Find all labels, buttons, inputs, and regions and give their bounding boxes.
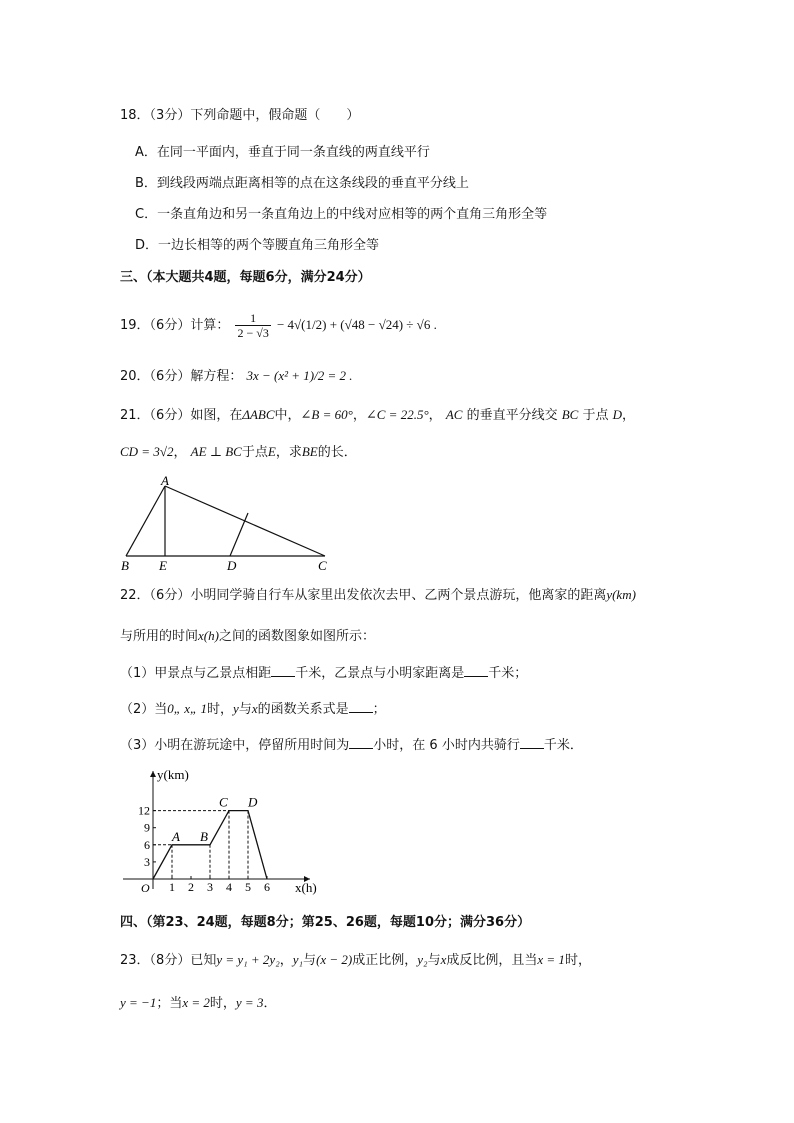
q23-text: ；当 [156,996,183,1011]
q22-line2 [120,626,375,647]
y-tick-label: 9 [144,820,150,835]
q21-text: ， [428,408,442,423]
label-a: A [161,473,169,488]
side-ab [126,486,165,556]
q22-text: ； [372,702,386,717]
point-label-c: C [219,794,228,810]
point-label-a: A [172,828,180,844]
q19 [120,310,437,341]
section3-heading: 三、（本大题共4题，每题6分，满分24分） [120,270,371,285]
y-tick-label: 3 [144,854,150,869]
q21-be: BE [301,444,318,459]
q22-text: 的函数关系式是 [257,702,349,717]
q21-d: D [612,407,623,422]
q22-blank-4[interactable] [349,736,373,749]
q22-condition: 0„ x„ 1 [167,701,208,716]
q23-equation: y = y₁ + 2y₂ [216,952,280,967]
q22-text: 之间的函数图象如图所示： [218,629,375,644]
q22-sub2 [120,699,386,720]
q23-text: ． [263,996,277,1011]
x-tick-label: 3 [207,880,213,894]
x-tick-label: 4 [226,880,232,894]
q21-text: ， [352,408,366,423]
q21-text: ， [173,445,187,460]
q23-x-equals-1: x = 1 [537,952,565,967]
label-d: D [227,558,237,573]
q23-text: 时， [209,996,236,1011]
q19-frac-den: 2 − √3 [237,326,269,340]
q18-option-b: B．到线段两端点距离相等的点在这条线段的垂直平分线上 [135,176,469,191]
q18-option-c: C．一条直角边和另一条直角边上的中线对应相等的两个直角三角形全等 [135,207,548,222]
q21-perp: AE ⊥ BC [190,444,242,459]
q23-y-equals-3: y = 3 [235,995,264,1010]
q21-text: ， [622,408,636,423]
q22-sub1 [120,664,527,684]
label-c: C [318,558,327,573]
q22-x: x [251,701,258,716]
q22-blank-3[interactable] [349,700,373,713]
q23-text: 与 [427,953,441,968]
point-label-d: D [248,794,258,810]
q23-text: ， [279,953,293,968]
q21-text: 于点 [582,408,609,423]
q23-line1 [120,950,591,971]
q22-text: 千米； [488,666,528,681]
q22-sub3 [120,736,583,756]
q20 [120,366,353,387]
y-tick-label: 6 [144,837,150,852]
q21-triangle: ΔABC [242,407,275,422]
q22-blank-5[interactable] [520,736,544,749]
q22-line1 [120,585,636,606]
q22-y-var: y(km) [606,587,636,602]
q19-prefix: 19．（6分）计算： [120,318,230,333]
q22-y: y [233,701,239,716]
q22-text: 千米，乙景点与小明家距离是 [295,666,465,681]
q21-line2 [120,442,357,463]
q18-stem: 18．（3分）下列命题中，假命题（ ） [120,108,360,123]
x-axis-label: x(h) [295,880,317,895]
q22-text: 与 [238,702,252,717]
q21-triangle-figure [115,470,355,575]
q22-text: 千米． [543,738,583,753]
point-label-b: B [200,828,208,844]
x-tick-label: 1 [169,880,175,894]
origin-label: O [141,881,150,895]
q22-text: 22．（6分）小明同学骑自行车从家里出发依次去甲、乙两个景点游玩，他离家的距离 [120,588,607,603]
q23-x-equals-2: x = 2 [182,995,210,1010]
q21-text: 的垂直平分线交 [466,408,558,423]
y-tick-label: 12 [138,803,150,818]
q23-x: x [440,952,447,967]
q22-text: （1）甲景点与乙景点相距 [120,666,272,681]
perpendicular-bisector [230,513,248,556]
q21-ac: AC [445,407,463,422]
section4-heading: 四、（第23、24题，每题8分；第25、26题，每题10分；满分36分） [120,915,531,930]
q21-angle-b: ∠B = 60° [300,407,353,422]
y-axis-label: y(km) [157,767,189,782]
q20-equation: 3x − (x² + 1)/2 = 2 . [246,368,353,383]
x-tick-label: 6 [264,880,270,894]
q19-rest: − 4√(1/2) + (√48 − √24) ÷ √6 . [276,317,437,332]
q22-text: 与所用的时间 [120,629,199,644]
q22-x-var: x(h) [198,628,219,643]
q22-blank-2[interactable] [464,664,488,677]
q21-text: 21．（6分）如图，在 [120,408,243,423]
q21-text: ，求 [275,445,302,460]
q19-fraction [235,311,270,340]
q23-line2 [120,993,276,1014]
q20-prefix: 20．（6分）解方程： [120,369,243,384]
q22-text: 时， [207,702,234,717]
q21-text: 中， [274,408,301,423]
q22-text: 小时，在 6 小时内共骑行 [373,738,520,753]
q22-distance-time-chart [115,765,335,900]
q23-text: 23．（8分）已知 [120,953,217,968]
q21-angle-c: ∠C = 22.5° [365,407,429,422]
q23-x-minus-2: (x − 2) [316,952,353,967]
x-tick-label: 5 [245,880,251,894]
q21-bc: BC [561,407,579,422]
q23-y1: y₁ [292,952,304,967]
q21-cd: CD = 3√2 [120,444,174,459]
q19-frac-num: 1 [235,311,270,326]
q23-y2: y₂ [417,952,428,967]
q18-option-d: D．一边长相等的两个等腰直角三角形全等 [135,238,380,253]
q21-e: E [267,444,276,459]
q23-text: 与 [303,953,317,968]
q21-text: 于点 [241,445,268,460]
label-e: E [159,558,167,573]
q22-text: （2）当 [120,702,168,717]
q23-text: 成正比例， [352,953,418,968]
q18-option-a: A．在同一平面内，垂直于同一条直线的两直线平行 [135,145,430,160]
q21-text: 的长． [317,445,357,460]
q23-y-minus-1: y = −1 [120,995,157,1010]
y-axis-arrow [150,771,156,777]
x-tick-label: 2 [188,880,194,894]
q22-text: （3）小明在游玩途中，停留所用时间为 [120,738,350,753]
q23-text: 成反比例，且当 [446,953,538,968]
q21-line1 [120,405,635,426]
q23-text: 时， [564,953,591,968]
label-b: B [121,558,129,573]
q22-blank-1[interactable] [271,664,295,677]
